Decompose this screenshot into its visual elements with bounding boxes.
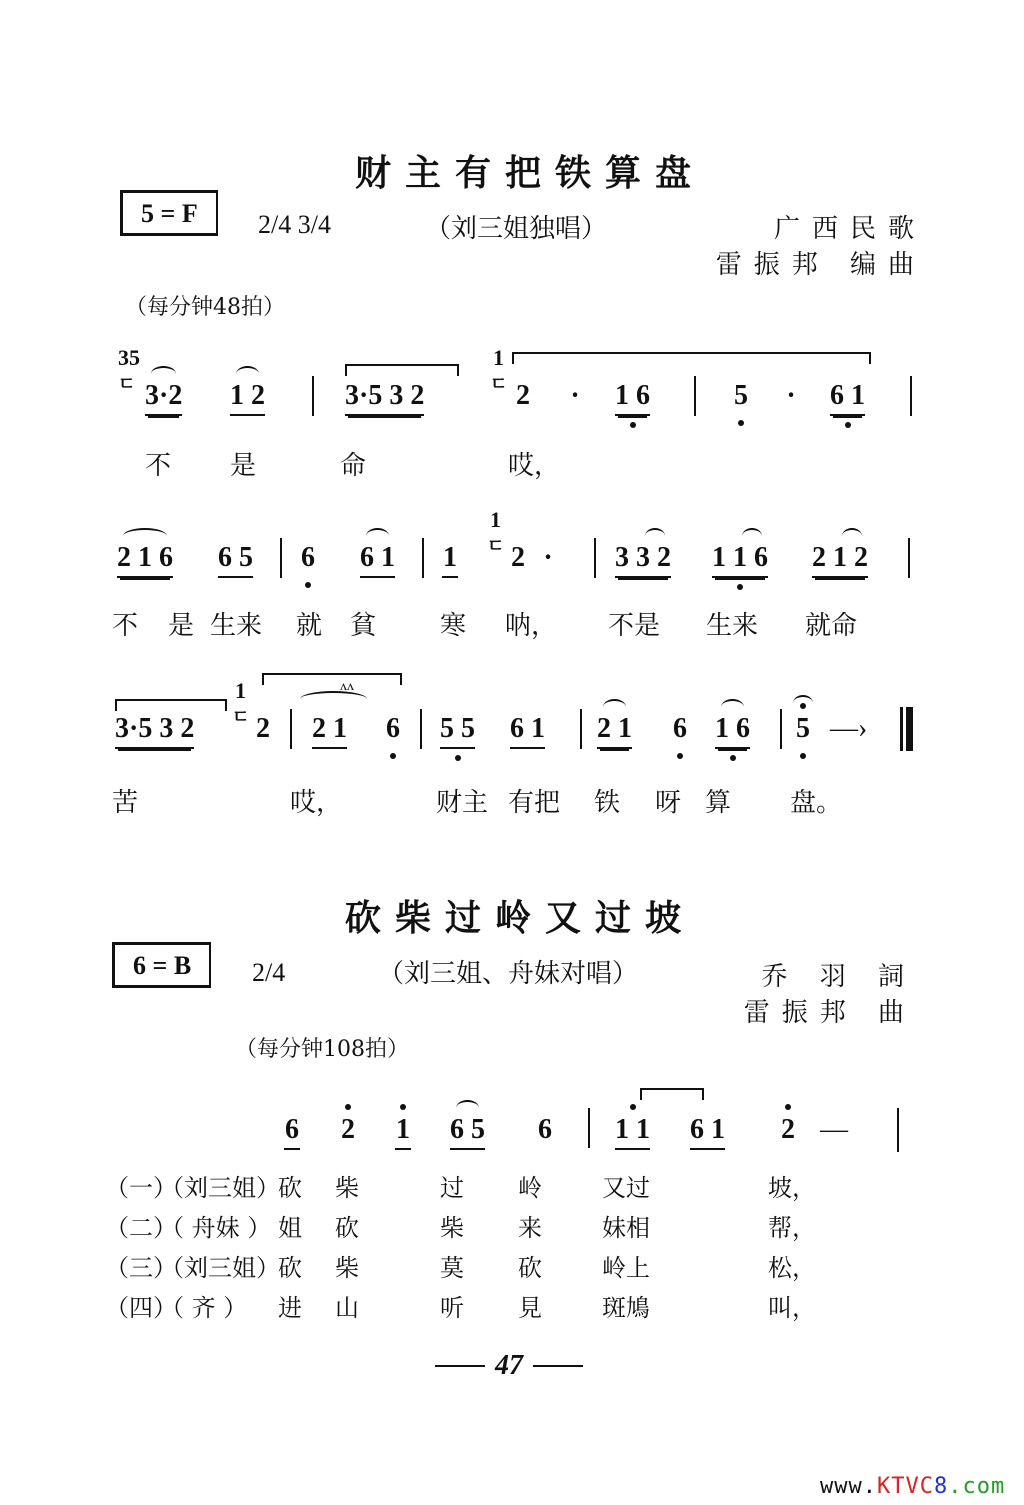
- barline: [588, 1108, 590, 1148]
- lyric: 柴: [335, 1254, 359, 1282]
- grace-note: 1: [235, 678, 246, 703]
- lyric: 就: [296, 611, 323, 641]
- note-group: 3 3 2: [615, 542, 671, 578]
- verse-singer: （ 舟妹 ）: [160, 1214, 272, 1242]
- phrase-bracket: [345, 364, 459, 376]
- time-signature: 2/4: [252, 958, 286, 987]
- barline: [422, 538, 424, 578]
- tempo-marking: （每分钟108拍）: [235, 1037, 409, 1062]
- lyric: 砍: [335, 1214, 359, 1242]
- time-signature: 2/4 3/4: [258, 210, 331, 239]
- note-group: 2 1 6: [117, 542, 173, 578]
- barline: [312, 376, 314, 416]
- lyric: 坡，: [768, 1174, 816, 1202]
- notation-line-3: [0, 678, 1024, 753]
- lyric: 哎，: [290, 788, 343, 818]
- song-subtitle: （刘三姐、舟妹对唱）: [378, 959, 639, 989]
- notation-line-4: [0, 1114, 1024, 1154]
- tempo-marking: （每分钟48拍）: [125, 295, 285, 320]
- notation-line-2: [0, 507, 1024, 582]
- note-group: 6 5: [218, 542, 253, 578]
- note: 2: [781, 1114, 795, 1145]
- watermark-prefix: www.: [820, 1474, 877, 1499]
- lyric: 来: [518, 1214, 542, 1242]
- note: 2: [256, 713, 270, 744]
- lyric: 不: [145, 451, 172, 481]
- note-group: 3·5 3 2: [115, 713, 194, 749]
- credit-arranger: 雷振邦 编曲: [715, 250, 926, 280]
- barline: [594, 538, 596, 578]
- lyric: 不: [112, 611, 139, 641]
- lyric: 听: [440, 1294, 464, 1322]
- lyric: 生来: [706, 611, 759, 641]
- note-group: 6 5: [450, 1114, 485, 1150]
- verse-number: （三）: [105, 1254, 177, 1282]
- lyric: 斑鳩: [602, 1294, 650, 1322]
- lyric: 柴: [440, 1214, 464, 1242]
- lyric: 帮，: [768, 1214, 816, 1242]
- mordent-icon: ʌʌ: [340, 679, 354, 694]
- watermark-brand-digit: 8: [933, 1474, 949, 1499]
- grace-mark-icon: ㄷ: [490, 374, 508, 394]
- dot-extension: ·: [570, 380, 580, 411]
- note-group: 2 1: [312, 713, 347, 749]
- note: 1: [395, 1114, 411, 1150]
- key-signature: 5 = F: [120, 190, 218, 236]
- note-group: 6 1: [360, 542, 395, 578]
- final-barline-thick: [906, 707, 913, 751]
- note-group: 6 1: [510, 713, 545, 749]
- song-title: 砍柴过岭又过坡: [345, 898, 696, 939]
- note: 6: [538, 1114, 552, 1145]
- song-title: 财主有把铁算盘: [355, 153, 706, 194]
- lyric: 妹相: [602, 1214, 650, 1242]
- lyric: 岭上: [602, 1254, 650, 1282]
- barline: [580, 709, 582, 749]
- page-footer: [435, 1350, 583, 1382]
- watermark-suffix: .com: [948, 1474, 1006, 1499]
- grace-mark-icon: ㄷ: [118, 374, 136, 394]
- watermark: [820, 1474, 1005, 1499]
- grace-mark-icon: ㄷ: [487, 536, 505, 556]
- fermata-note: 5: [795, 713, 811, 745]
- tie-arrow-icon: —›: [830, 713, 868, 744]
- note: 6: [673, 713, 687, 744]
- note: 2: [516, 380, 530, 411]
- lyric: 山: [335, 1294, 359, 1322]
- lyric: 苦: [112, 788, 139, 818]
- grace-note: 35: [118, 345, 140, 370]
- lyric: 柴: [335, 1174, 359, 1202]
- lyric: 命: [340, 451, 367, 481]
- page-number: 47: [495, 1350, 523, 1381]
- verse-singer: （刘三姐）: [160, 1254, 280, 1282]
- barline: [780, 709, 782, 749]
- lyric: 松，: [768, 1254, 816, 1282]
- lyric: 不是: [608, 611, 661, 641]
- credit-origin: 广西民歌: [773, 214, 926, 244]
- note-group: 3·2: [145, 380, 182, 416]
- lyric: 砍: [278, 1254, 302, 1282]
- lyric: 又过: [602, 1174, 650, 1202]
- lyric: 哎，: [508, 451, 561, 481]
- note-group: 6 1: [690, 1114, 725, 1150]
- grace-note: 1: [493, 345, 504, 370]
- lyric: 呀: [655, 788, 682, 818]
- rule-right: [533, 1365, 583, 1367]
- lyric: 就命: [805, 611, 858, 641]
- grace-mark-icon: ㄷ: [232, 707, 250, 727]
- note-group: 1 2: [230, 380, 265, 416]
- barline: [910, 376, 912, 416]
- note-group: 2 1 2: [812, 542, 868, 578]
- note-group: 3·5 3 2: [345, 380, 424, 416]
- phrase-bracket: [640, 1088, 704, 1100]
- note: 6: [284, 1114, 300, 1150]
- note: 6: [301, 542, 315, 573]
- lyric: 叫，: [768, 1294, 816, 1322]
- song-subtitle: （刘三姐独唱）: [425, 214, 608, 244]
- phrase-bracket: [262, 673, 402, 685]
- lyric: 呐，: [505, 611, 558, 641]
- lyric: 砍: [518, 1254, 542, 1282]
- lyric: 进: [278, 1294, 302, 1322]
- lyric: 有把: [508, 788, 561, 818]
- lyric: 貧: [350, 611, 377, 641]
- verse-singer: （ 齐 ）: [160, 1294, 248, 1322]
- note: 5: [734, 380, 748, 411]
- lyric: 是: [230, 451, 257, 481]
- lyric: 寒: [440, 611, 467, 641]
- barline: [280, 538, 282, 578]
- note: 6: [386, 713, 400, 744]
- credit-lyricist: 乔 羽 詞: [761, 962, 916, 992]
- verse-number: （四）: [105, 1294, 177, 1322]
- note-group: 2 1: [597, 713, 632, 749]
- lyric: 过: [440, 1174, 464, 1202]
- phrase-bracket: [115, 699, 227, 711]
- barline: [420, 709, 422, 749]
- lyric: 是: [168, 611, 195, 641]
- phrase-bracket: [512, 352, 871, 364]
- note: 2: [341, 1114, 355, 1145]
- lyric: 莫: [440, 1254, 464, 1282]
- rule-left: [435, 1365, 485, 1367]
- dash-extension: —: [820, 1114, 848, 1145]
- lyric: 生来: [210, 611, 263, 641]
- lyric: 姐: [278, 1214, 302, 1242]
- note-group: 6 1: [830, 380, 865, 416]
- barline: [908, 538, 910, 578]
- grace-note: 1: [490, 507, 501, 532]
- note: 1: [442, 542, 458, 578]
- final-barline-thin: [900, 707, 903, 751]
- verse-number: （一）: [105, 1174, 177, 1202]
- dot-extension: ·: [786, 380, 796, 411]
- note-group: 1 6: [615, 380, 650, 416]
- barline: [897, 1108, 899, 1152]
- note-group: 5 5: [440, 713, 475, 749]
- credit-composer: 雷振邦 曲: [743, 998, 916, 1028]
- lyric: 岭: [518, 1174, 542, 1202]
- lyric: 财主: [436, 788, 489, 818]
- key-signature: 6 = B: [112, 942, 211, 988]
- barline: [290, 709, 292, 749]
- lyric: 見: [518, 1294, 542, 1322]
- note: 2: [511, 542, 525, 573]
- lyric: 砍: [278, 1174, 302, 1202]
- note-group: 1 1 6: [712, 542, 768, 578]
- note-group: 1 6: [715, 713, 750, 749]
- lyric: 算: [705, 788, 732, 818]
- notation-line-1: [0, 345, 1024, 420]
- verse-singer: （刘三姐）: [160, 1174, 280, 1202]
- lyric: 铁: [594, 788, 621, 818]
- note-group: 1 1: [615, 1114, 650, 1150]
- barline: [694, 376, 696, 416]
- lyric: 盘。: [790, 788, 843, 818]
- watermark-brand: KTVC: [876, 1474, 934, 1499]
- dot-extension: ·: [543, 542, 553, 573]
- verse-number: （二）: [105, 1214, 177, 1242]
